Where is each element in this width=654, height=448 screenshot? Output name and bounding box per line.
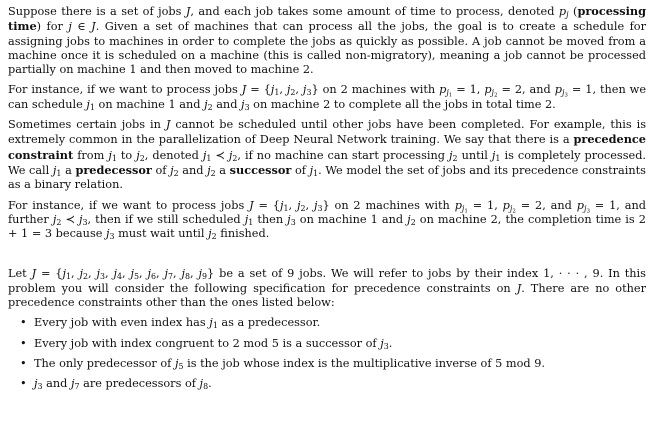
text-span: . There are no other precedence constraints other than the ones listed below: <box>8 281 647 310</box>
math-J: J <box>185 5 191 18</box>
text-span: For instance, if we want to process jobs <box>8 83 242 97</box>
term-predecessor: predecessor <box>75 162 152 177</box>
text-span: , and further <box>8 198 646 226</box>
text-span: must wait until <box>114 227 209 241</box>
text-span: The only predecessor of <box>34 356 175 370</box>
paragraph-precedence: Sometimes certain jobs in J cannot be scheduled until other jobs have been completed. For example, this is extremely common in the parallelization of Deep Neural Network training. We say that there is a precedence constraint from $j_1$ to $j_2$, denoted $j_1$ ≺ $j_2$, if no machine can start processing $j_2$ until $j_1$ is completely processed. We call $j_1$ a predecessor of $j_2$ and $j_2$ a successor of $j_1$. We model the set of jobs and its precedence constraints as a binary relation. <box>8 118 647 192</box>
text-span: cannot be scheduled until other jobs have been completed. For example, this is extremely common in the parallelization of Deep Neural Network training. We say that there is a <box>8 118 646 147</box>
text-span: . We model the set of jobs and its precedence constraints as a binary relation. <box>8 163 646 192</box>
text-span: , then we can schedule <box>8 83 647 111</box>
text-span: , and each job takes some amount of time to process, denoted <box>190 5 559 18</box>
text-span: on machine 1 and <box>94 97 205 111</box>
text-span: , then if we still scheduled <box>87 212 245 226</box>
text-span: on 2 machines with <box>318 83 440 97</box>
text-span: of <box>291 163 310 177</box>
text-span: , if no machine can start processing <box>237 148 450 162</box>
text-span: because <box>52 227 107 241</box>
list-item: • Every job with even index has $j_1$ as a predecessor. <box>34 316 646 330</box>
section-gap <box>8 247 646 267</box>
text-span: are predecessors of <box>79 377 200 391</box>
text-span: from <box>73 148 109 162</box>
paragraph-intro: Suppose there is a set of jobs J, and each job takes some amount of time to process, denoted $p_j$ (processing time) for j ∈ J. Given a set of machines that can process all the jobs, the goal is to create a schedule for assigning jobs to machines in order to complete the jobs as quickly as possible. A job cannot be moved from a machine once it is scheduled on a machine (this is called non-migratory), meaning a job cannot be processed partially on machine 1 and then moved to machine 2. <box>8 4 647 77</box>
text-span: and <box>42 377 71 391</box>
text-span: , and <box>522 83 555 97</box>
text-span: to <box>116 148 137 162</box>
term-successor: successor <box>229 162 292 177</box>
text-span: then <box>253 212 288 226</box>
text-span: . Given a set of machines that can process all the jobs, the goal is to create a schedule for assigning jobs to machines in order to complete the jobs as quickly as possible. A job cannot be moved from a machine once it is scheduled on a machine (this is called non-migratory), meaning a job cannot be processed partially on machine 1 and then moved to machine 2. <box>8 20 646 77</box>
text-span: ) for <box>36 20 69 34</box>
text-span: a <box>61 163 76 177</box>
text-span: ( <box>568 5 578 18</box>
text-span: a <box>215 163 230 177</box>
term-processing-time: processing time <box>8 4 647 34</box>
math-sum: 2 + 1 = 3 <box>8 212 646 241</box>
list-item: • The only predecessor of $j_5$ is the job whose index is the multiplicative inverse of 5 mod 9. <box>34 357 646 371</box>
text-span: until <box>457 148 492 162</box>
math-pj: $p_j$ <box>558 5 569 19</box>
text-span: as a predecessor. <box>217 316 321 330</box>
text-span: For instance, if we want to process jobs <box>8 198 250 212</box>
text-span: is the job whose index is the multiplicative inverse of 5 mod 9. <box>183 356 545 370</box>
text-span: Every job with even index has <box>34 316 210 330</box>
paragraph-problem: Let $J = \{j_1$, $j_2$, $j_3$, $j_4$, $j_5$, $j_6$, $j_7$, $j_8$, $j_9$} be a set of 9 jobs. We will refer to jobs by their index 1, · · · , 9. In this problem you will consider the following specification for precedence constraints on J. There are no other precedence constraints other than the ones listed below: <box>8 267 647 310</box>
list-item: • $j_3$ and $j_7$ are predecessors of $j_8$. <box>34 377 646 391</box>
text-span: Let <box>8 267 32 281</box>
text-span: Suppose there is a set of jobs <box>8 5 186 18</box>
text-span: on machine 2 to complete all the jobs in total time 2. <box>249 97 556 111</box>
math-set-J3: J <box>241 83 247 97</box>
text-span: and <box>212 97 242 111</box>
text-span: Every job with index congruent to 2 mod 5 is a successor of <box>34 336 381 350</box>
term-precedence-constraint: precedence constraint <box>8 132 646 162</box>
text-span: , denoted <box>144 148 203 162</box>
constraint-list <box>8 316 646 391</box>
text-span: on machine 1 and <box>295 212 408 226</box>
paragraph-example-2: For instance, if we want to process jobs $J = \{j_1$, $j_2$, $j_3$} on 2 machines with $p_{j_1} = 1$, $p_{j_2} = 2$, and $p_{j_3} = 1$, and further $j_2$ ≺ $j_3$, then if we still scheduled $j_1$ then $j_3$ on machine 1 and $j_2$ on machine 2, the completion time is 2 + 1 = 3 because $j_3$ must wait until $j_2$ finished. <box>8 198 646 242</box>
text-span: on machine 2, the completion time is <box>415 212 639 226</box>
text-span: , and <box>542 198 577 212</box>
text-span: . <box>208 377 212 391</box>
text-span: be a set of 9 jobs. We will refer to jobs by their index <box>214 267 544 281</box>
text-span: . <box>388 336 393 350</box>
text-span: . In this problem you will consider the following specification for precedence constraints on <box>8 267 646 295</box>
list-item: • Every job with index congruent to 2 mod 5 is a successor of $j_3$. <box>34 337 646 351</box>
text-span: is completely processed. We call <box>8 148 647 177</box>
math-j-in-J: j <box>68 20 72 34</box>
text-span: finished. <box>216 227 270 241</box>
text-span: and <box>178 163 208 177</box>
text-span: Sometimes certain jobs in <box>8 118 166 132</box>
paragraph-example-1: For instance, if we want to process jobs $J = \{j_1$, $j_2$, $j_3$} on 2 machines with $p_{j_1} = 1$, $p_{j_2} = 2$, and $p_{j_3} = 1$, then we can schedule $j_1$ on machine 1 and $j_2$ and $j_3$ on machine 2 to complete all the jobs in total time 2. <box>8 83 647 112</box>
text-span: on 2 machines with <box>329 198 455 212</box>
text-span: of <box>151 163 171 177</box>
math-range: 1, · · · , 9 <box>543 267 600 281</box>
